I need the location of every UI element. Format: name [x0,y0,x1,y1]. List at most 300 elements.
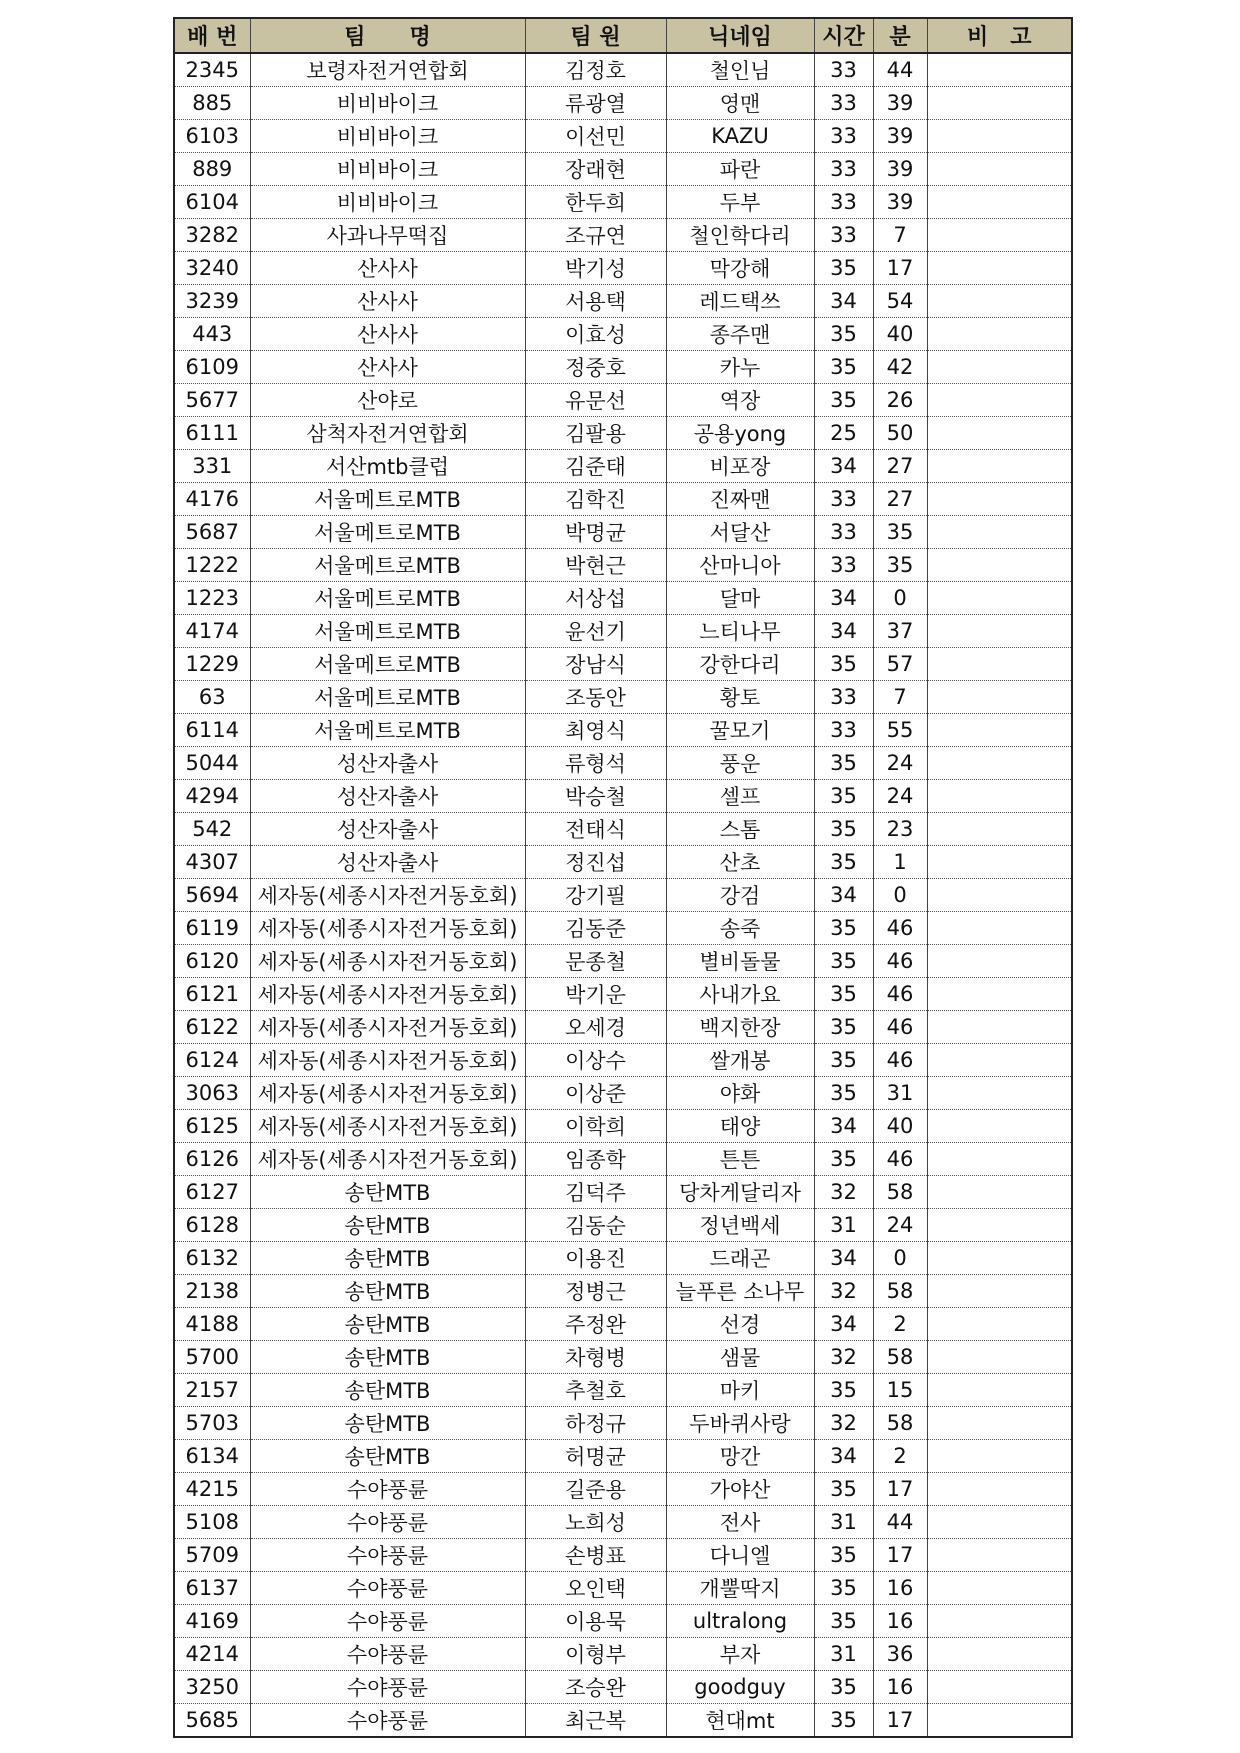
team-name-cell: 비비바이크 [250,186,525,219]
hours-cell: 35 [814,252,873,285]
member-name-cell: 윤선기 [525,615,666,648]
minutes-cell: 0 [873,879,927,912]
team-name-cell: 세자동(세종시자전거동호회) [250,912,525,945]
table-row [174,714,1072,747]
remarks-cell [927,1671,1072,1704]
hours-cell: 33 [814,681,873,714]
table-row [174,120,1072,153]
bib-number-cell: 4169 [174,1605,250,1638]
member-name-cell: 김준태 [525,450,666,483]
member-name-cell: 이학희 [525,1110,666,1143]
hours-cell: 31 [814,1209,873,1242]
bib-number-cell: 4307 [174,846,250,879]
nickname-cell: 백지한장 [666,1011,814,1044]
hours-cell: 35 [814,846,873,879]
hours-cell: 33 [814,516,873,549]
team-name-cell: 세자동(세종시자전거동호회) [250,945,525,978]
minutes-cell: 54 [873,285,927,318]
team-name-cell: 세자동(세종시자전거동호회) [250,978,525,1011]
minutes-cell: 2 [873,1308,927,1341]
table-row [174,945,1072,978]
minutes-cell: 36 [873,1638,927,1671]
minutes-cell: 40 [873,1110,927,1143]
minutes-cell: 44 [873,1506,927,1539]
nickname-cell: 망간 [666,1440,814,1473]
header-bib-number: 배 번 [174,18,250,53]
nickname-cell: 강검 [666,879,814,912]
bib-number-cell: 885 [174,87,250,120]
table-row [174,813,1072,846]
member-name-cell: 류형석 [525,747,666,780]
nickname-cell: 느티나무 [666,615,814,648]
hours-cell: 34 [814,582,873,615]
member-name-cell: 허명균 [525,1440,666,1473]
remarks-cell [927,1209,1072,1242]
table-row [174,516,1072,549]
table-row [174,153,1072,186]
nickname-cell: 산마니아 [666,549,814,582]
minutes-cell: 50 [873,417,927,450]
hours-cell: 35 [814,1374,873,1407]
table-row [174,1242,1072,1275]
hours-cell: 32 [814,1275,873,1308]
minutes-cell: 40 [873,318,927,351]
remarks-cell [927,945,1072,978]
nickname-cell: 튼튼 [666,1143,814,1176]
minutes-cell: 17 [873,1473,927,1506]
team-name-cell: 성산자출사 [250,846,525,879]
team-name-cell: 세자동(세종시자전거동호회) [250,1110,525,1143]
hours-cell: 34 [814,1308,873,1341]
nickname-cell: 정년백세 [666,1209,814,1242]
table-row [174,87,1072,120]
member-name-cell: 주정완 [525,1308,666,1341]
header-hours: 시간 [814,18,873,53]
bib-number-cell: 6111 [174,417,250,450]
minutes-cell: 39 [873,153,927,186]
minutes-cell: 17 [873,1539,927,1572]
member-name-cell: 노희성 [525,1506,666,1539]
remarks-cell [927,714,1072,747]
nickname-cell: 다니엘 [666,1539,814,1572]
member-name-cell: 정병근 [525,1275,666,1308]
bib-number-cell: 4294 [174,780,250,813]
bib-number-cell: 5677 [174,384,250,417]
team-name-cell: 산사사 [250,318,525,351]
bib-number-cell: 4174 [174,615,250,648]
header-nickname: 닉네임 [666,18,814,53]
minutes-cell: 46 [873,912,927,945]
nickname-cell: 꿀모기 [666,714,814,747]
bib-number-cell: 6126 [174,1143,250,1176]
table-row [174,1209,1072,1242]
nickname-cell: KAZU [666,120,814,153]
team-name-cell: 산사사 [250,285,525,318]
remarks-cell [927,1176,1072,1209]
nickname-cell: ultralong [666,1605,814,1638]
member-name-cell: 류광열 [525,87,666,120]
nickname-cell: 영맨 [666,87,814,120]
nickname-cell: 레드택쓰 [666,285,814,318]
table-row [174,285,1072,318]
table-row [174,780,1072,813]
team-name-cell: 서울메트로MTB [250,648,525,681]
bib-number-cell: 4188 [174,1308,250,1341]
minutes-cell: 58 [873,1176,927,1209]
hours-cell: 25 [814,417,873,450]
minutes-cell: 46 [873,945,927,978]
minutes-cell: 24 [873,1209,927,1242]
remarks-cell [927,1572,1072,1605]
nickname-cell: 공용yong [666,417,814,450]
table-row [174,1077,1072,1110]
remarks-cell [927,912,1072,945]
team-name-cell: 세자동(세종시자전거동호회) [250,1044,525,1077]
member-name-cell: 김동준 [525,912,666,945]
hours-cell: 35 [814,1572,873,1605]
team-name-cell: 수야풍륜 [250,1671,525,1704]
table-row [174,1605,1072,1638]
team-name-cell: 성산자출사 [250,780,525,813]
nickname-cell: 현대mt [666,1704,814,1738]
member-name-cell: 김정호 [525,53,666,87]
minutes-cell: 42 [873,351,927,384]
remarks-cell [927,1143,1072,1176]
bib-number-cell: 6120 [174,945,250,978]
table-row [174,318,1072,351]
table-row [174,1308,1072,1341]
minutes-cell: 27 [873,450,927,483]
minutes-cell: 31 [873,1077,927,1110]
bib-number-cell: 3240 [174,252,250,285]
bib-number-cell: 63 [174,681,250,714]
team-name-cell: 수야풍륜 [250,1539,525,1572]
team-name-cell: 삼척자전거연합회 [250,417,525,450]
remarks-cell [927,615,1072,648]
nickname-cell: 샘물 [666,1341,814,1374]
team-name-cell: 보령자전거연합회 [250,53,525,87]
bib-number-cell: 6134 [174,1440,250,1473]
table-row [174,1044,1072,1077]
remarks-cell [927,549,1072,582]
nickname-cell: 셀프 [666,780,814,813]
member-name-cell: 김팔용 [525,417,666,450]
member-name-cell: 최근복 [525,1704,666,1738]
header-team-name: 팀 명 [250,18,525,53]
hours-cell: 34 [814,879,873,912]
minutes-cell: 39 [873,87,927,120]
hours-cell: 33 [814,153,873,186]
team-name-cell: 세자동(세종시자전거동호회) [250,1011,525,1044]
bib-number-cell: 2345 [174,53,250,87]
remarks-cell [927,648,1072,681]
minutes-cell: 46 [873,978,927,1011]
minutes-cell: 23 [873,813,927,846]
bib-number-cell: 889 [174,153,250,186]
member-name-cell: 전태식 [525,813,666,846]
bib-number-cell: 6119 [174,912,250,945]
team-name-cell: 서울메트로MTB [250,516,525,549]
hours-cell: 33 [814,120,873,153]
table-row [174,384,1072,417]
remarks-cell [927,87,1072,120]
bib-number-cell: 5703 [174,1407,250,1440]
remarks-cell [927,318,1072,351]
minutes-cell: 37 [873,615,927,648]
team-name-cell: 성산자출사 [250,813,525,846]
remarks-cell [927,1506,1072,1539]
nickname-cell: 가야산 [666,1473,814,1506]
minutes-cell: 58 [873,1407,927,1440]
remarks-cell [927,1704,1072,1738]
table-row [174,846,1072,879]
remarks-cell [927,582,1072,615]
nickname-cell: 막강해 [666,252,814,285]
bib-number-cell: 5044 [174,747,250,780]
nickname-cell: 두바퀴사랑 [666,1407,814,1440]
header-row [174,18,1072,53]
nickname-cell: 풍운 [666,747,814,780]
table-row [174,1572,1072,1605]
remarks-cell [927,252,1072,285]
member-name-cell: 김학진 [525,483,666,516]
remarks-cell [927,417,1072,450]
team-name-cell: 비비바이크 [250,120,525,153]
team-name-cell: 비비바이크 [250,153,525,186]
remarks-cell [927,120,1072,153]
table-row [174,1341,1072,1374]
minutes-cell: 35 [873,549,927,582]
member-name-cell: 추철호 [525,1374,666,1407]
hours-cell: 34 [814,450,873,483]
remarks-cell [927,1011,1072,1044]
table-row [174,1374,1072,1407]
hours-cell: 33 [814,186,873,219]
nickname-cell: 파란 [666,153,814,186]
bib-number-cell: 542 [174,813,250,846]
bib-number-cell: 443 [174,318,250,351]
table-row [174,1275,1072,1308]
hours-cell: 33 [814,714,873,747]
nickname-cell: 카누 [666,351,814,384]
team-name-cell: 서울메트로MTB [250,714,525,747]
nickname-cell: 송죽 [666,912,814,945]
bib-number-cell: 1223 [174,582,250,615]
remarks-cell [927,351,1072,384]
member-name-cell: 문종철 [525,945,666,978]
team-name-cell: 산사사 [250,351,525,384]
table-row [174,1176,1072,1209]
member-name-cell: 김동순 [525,1209,666,1242]
bib-number-cell: 5108 [174,1506,250,1539]
hours-cell: 35 [814,780,873,813]
nickname-cell: 서달산 [666,516,814,549]
nickname-cell: 쌀개봉 [666,1044,814,1077]
team-name-cell: 송탄MTB [250,1176,525,1209]
minutes-cell: 17 [873,1704,927,1738]
hours-cell: 34 [814,285,873,318]
bib-number-cell: 6109 [174,351,250,384]
minutes-cell: 16 [873,1572,927,1605]
minutes-cell: 35 [873,516,927,549]
team-name-cell: 송탄MTB [250,1242,525,1275]
team-name-cell: 송탄MTB [250,1341,525,1374]
nickname-cell: 역장 [666,384,814,417]
bib-number-cell: 4215 [174,1473,250,1506]
bib-number-cell: 2138 [174,1275,250,1308]
remarks-cell [927,978,1072,1011]
header-member: 팀 원 [525,18,666,53]
minutes-cell: 26 [873,384,927,417]
hours-cell: 33 [814,53,873,87]
minutes-cell: 58 [873,1341,927,1374]
minutes-cell: 0 [873,1242,927,1275]
hours-cell: 35 [814,912,873,945]
bib-number-cell: 4214 [174,1638,250,1671]
member-name-cell: 장래현 [525,153,666,186]
member-name-cell: 박현근 [525,549,666,582]
bib-number-cell: 5709 [174,1539,250,1572]
hours-cell: 35 [814,1539,873,1572]
bib-number-cell: 6124 [174,1044,250,1077]
remarks-cell [927,1341,1072,1374]
member-name-cell: 김덕주 [525,1176,666,1209]
table-row [174,1110,1072,1143]
table-row [174,1440,1072,1473]
member-name-cell: 서용택 [525,285,666,318]
remarks-cell [927,813,1072,846]
nickname-cell: 황토 [666,681,814,714]
table-row [174,417,1072,450]
team-name-cell: 서울메트로MTB [250,615,525,648]
table-row [174,252,1072,285]
table-row [174,351,1072,384]
member-name-cell: 조규연 [525,219,666,252]
team-name-cell: 수야풍륜 [250,1605,525,1638]
nickname-cell: goodguy [666,1671,814,1704]
hours-cell: 35 [814,351,873,384]
bib-number-cell: 3239 [174,285,250,318]
minutes-cell: 55 [873,714,927,747]
team-name-cell: 산사사 [250,252,525,285]
header-minutes: 분 [873,18,927,53]
team-name-cell: 서울메트로MTB [250,483,525,516]
bib-number-cell: 6128 [174,1209,250,1242]
bib-number-cell: 6132 [174,1242,250,1275]
hours-cell: 34 [814,1110,873,1143]
table-row [174,1407,1072,1440]
hours-cell: 35 [814,1605,873,1638]
bib-number-cell: 6104 [174,186,250,219]
table-row [174,483,1072,516]
member-name-cell: 이선민 [525,120,666,153]
hours-cell: 35 [814,945,873,978]
hours-cell: 34 [814,1440,873,1473]
member-name-cell: 이용묵 [525,1605,666,1638]
remarks-cell [927,1605,1072,1638]
remarks-cell [927,153,1072,186]
nickname-cell: 개뿔딱지 [666,1572,814,1605]
minutes-cell: 2 [873,1440,927,1473]
remarks-cell [927,1473,1072,1506]
table-row [174,1473,1072,1506]
hours-cell: 35 [814,1473,873,1506]
remarks-cell [927,681,1072,714]
remarks-cell [927,1308,1072,1341]
team-name-cell: 송탄MTB [250,1308,525,1341]
minutes-cell: 27 [873,483,927,516]
bib-number-cell: 6103 [174,120,250,153]
table-row [174,53,1072,87]
minutes-cell: 16 [873,1671,927,1704]
member-name-cell: 최영식 [525,714,666,747]
hours-cell: 32 [814,1407,873,1440]
team-name-cell: 송탄MTB [250,1275,525,1308]
bib-number-cell: 6121 [174,978,250,1011]
team-name-cell: 세자동(세종시자전거동호회) [250,879,525,912]
minutes-cell: 0 [873,582,927,615]
minutes-cell: 46 [873,1044,927,1077]
nickname-cell: 드래곤 [666,1242,814,1275]
remarks-cell [927,384,1072,417]
nickname-cell: 별비돌물 [666,945,814,978]
team-name-cell: 송탄MTB [250,1407,525,1440]
team-name-cell: 송탄MTB [250,1374,525,1407]
minutes-cell: 24 [873,780,927,813]
nickname-cell: 부자 [666,1638,814,1671]
team-name-cell: 수야풍륜 [250,1704,525,1738]
bib-number-cell: 6114 [174,714,250,747]
bib-number-cell: 1229 [174,648,250,681]
member-name-cell: 조승완 [525,1671,666,1704]
remarks-cell [927,780,1072,813]
nickname-cell: 당차게달리자 [666,1176,814,1209]
nickname-cell: 사내가요 [666,978,814,1011]
bib-number-cell: 3282 [174,219,250,252]
remarks-cell [927,1110,1072,1143]
hours-cell: 35 [814,648,873,681]
remarks-cell [927,1539,1072,1572]
hours-cell: 35 [814,1077,873,1110]
table-row [174,1704,1072,1738]
member-name-cell: 오인택 [525,1572,666,1605]
nickname-cell: 비포장 [666,450,814,483]
table-row [174,1671,1072,1704]
team-name-cell: 세자동(세종시자전거동호회) [250,1077,525,1110]
team-name-cell: 성산자출사 [250,747,525,780]
member-name-cell: 장남식 [525,648,666,681]
team-name-cell: 산야로 [250,384,525,417]
minutes-cell: 57 [873,648,927,681]
member-name-cell: 이형부 [525,1638,666,1671]
member-name-cell: 차형병 [525,1341,666,1374]
minutes-cell: 16 [873,1605,927,1638]
member-name-cell: 이효성 [525,318,666,351]
team-name-cell: 서울메트로MTB [250,582,525,615]
team-name-cell: 비비바이크 [250,87,525,120]
remarks-cell [927,186,1072,219]
hours-cell: 31 [814,1638,873,1671]
nickname-cell: 철인님 [666,53,814,87]
team-name-cell: 서산mtb클럽 [250,450,525,483]
minutes-cell: 58 [873,1275,927,1308]
bib-number-cell: 2157 [174,1374,250,1407]
remarks-cell [927,450,1072,483]
bib-number-cell: 6127 [174,1176,250,1209]
table-row [174,1143,1072,1176]
remarks-cell [927,1242,1072,1275]
nickname-cell: 진짜맨 [666,483,814,516]
